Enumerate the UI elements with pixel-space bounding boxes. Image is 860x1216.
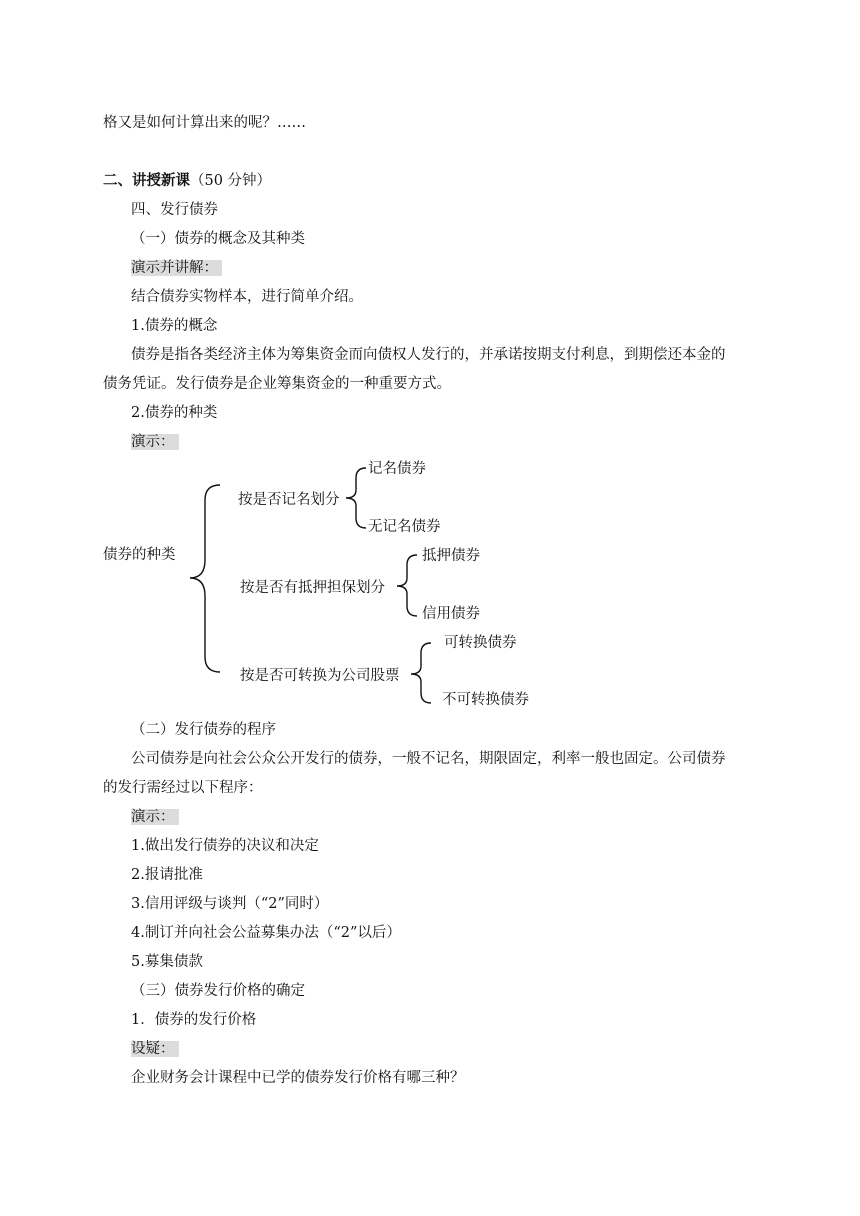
concept-paragraph-line-2: 债务凭证。发行债券是企业筹集资金的一种重要方式。: [103, 376, 451, 392]
procedure-demo-label: [131, 807, 179, 827]
question-label-text: 设疑：: [131, 1041, 179, 1057]
section-heading-duration: （50 分钟）: [190, 173, 272, 189]
subsection-2-title: （二）发行债券的程序: [131, 722, 276, 738]
tree-leaf-nonconvertible: 不可转换债券: [442, 692, 529, 708]
tree-leaf-registered: 记名债券: [368, 461, 426, 477]
procedure-step: 2.报请批准: [131, 867, 203, 883]
tree-leaf-mortgage: 抵押债券: [422, 548, 480, 564]
types-title: 2.债券的种类: [131, 405, 218, 421]
branch-3-brace: [411, 643, 431, 703]
demo-explain-label-text: 演示并讲解：: [131, 260, 222, 276]
demo-explain-label: [131, 258, 222, 278]
subsection-3-title: （三）债券发行价格的确定: [131, 983, 305, 999]
tree-leaf-unregistered: 无记名债券: [368, 519, 441, 535]
procedure-demo-label-text: 演示：: [131, 809, 179, 825]
demo-label-text: 演示：: [131, 434, 179, 450]
question-label: [131, 1039, 179, 1059]
tree-branch-3-label: 按是否可转换为公司股票: [240, 668, 400, 684]
section-heading-title: 二、讲授新课: [103, 173, 190, 189]
procedure-step: 1.做出发行债券的决议和决定: [131, 838, 319, 854]
concept-paragraph-line-1: 债券是指各类经济主体为筹集资金而向债权人发行的，并承诺按期支付利息，到期偿还本金的: [131, 347, 726, 363]
tree-branch-1-label: 按是否记名划分: [238, 492, 340, 508]
tree-branch-2-label: 按是否有抵押担保划分: [240, 580, 385, 596]
tree-leaf-convertible: 可转换债券: [444, 635, 517, 651]
subsection-1-title: （一）债券的概念及其种类: [131, 231, 305, 247]
branch-2-brace: [397, 555, 417, 616]
tree-root-label: 债券的种类: [103, 547, 176, 563]
procedure-step: 4.制订并向社会公益募集办法（“2”以后）: [131, 925, 401, 941]
sample-intro-text: 结合债券实物样本，进行简单介绍。: [131, 289, 363, 305]
intro-text: 格又是如何计算出来的呢？……: [103, 115, 306, 131]
issue-price-title: 1．债券的发行价格: [131, 1012, 257, 1028]
procedure-paragraph-line-2: 的发行需经过以下程序：: [103, 780, 263, 796]
procedure-paragraph-line-1: 公司债券是向社会公众公开发行的债券，一般不记名，期限固定，利率一般也固定。公司债券: [131, 751, 726, 767]
tree-leaf-credit: 信用债券: [422, 606, 480, 622]
branch-1-brace: [346, 468, 366, 528]
procedure-step: 5.募集债款: [131, 954, 203, 970]
concept-title: 1.债券的概念: [131, 318, 218, 334]
question-text: 企业财务会计课程中已学的债券发行价格有哪三种？: [131, 1070, 465, 1086]
section-heading: [103, 171, 271, 191]
root-brace: [190, 485, 220, 672]
topic-title: 四、发行债券: [131, 202, 218, 218]
procedure-step: 3.信用评级与谈判（“2”同时）: [131, 896, 329, 912]
demo-label: [131, 432, 179, 452]
